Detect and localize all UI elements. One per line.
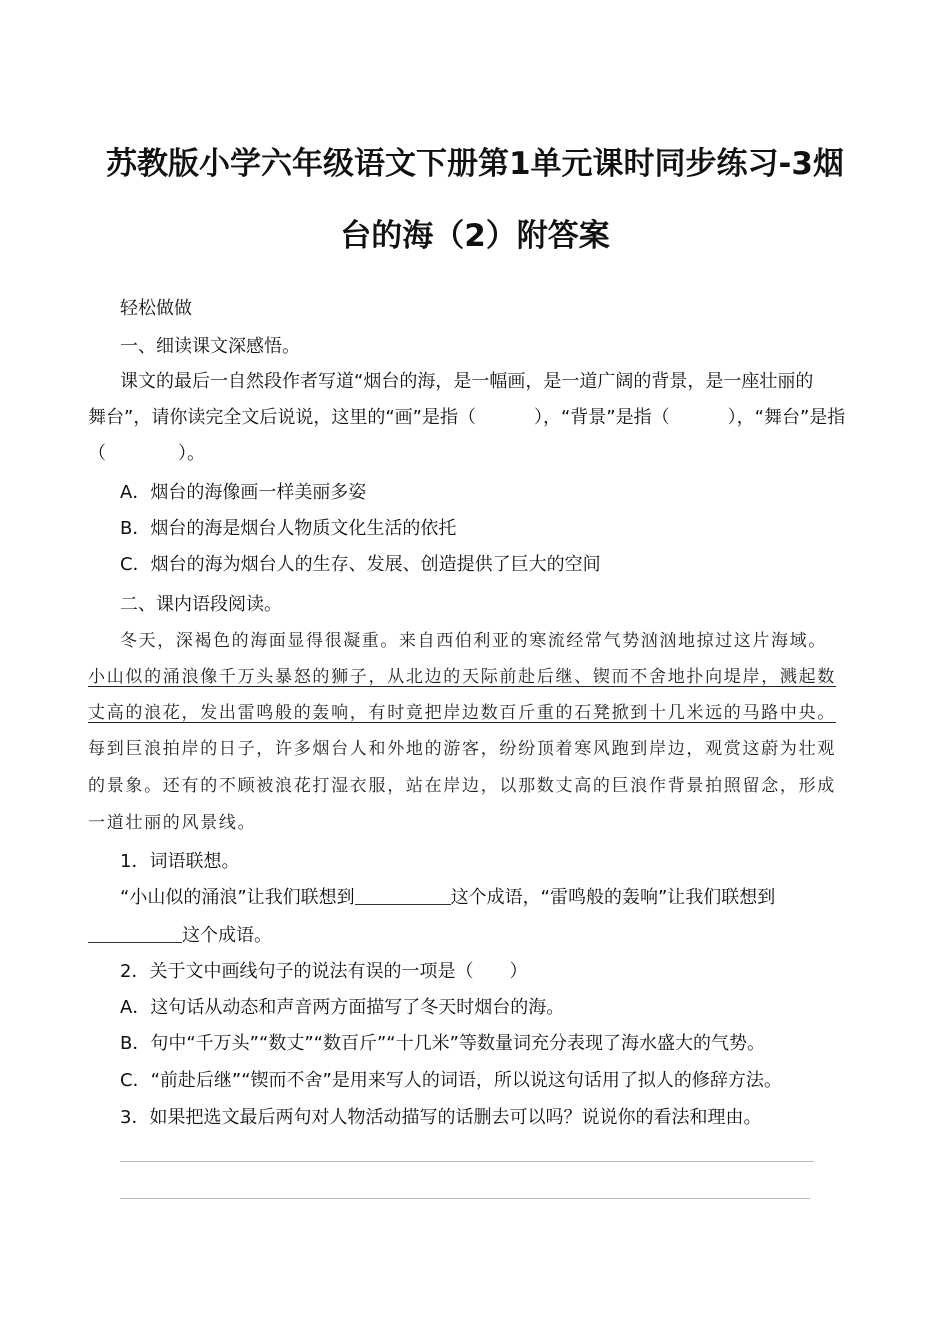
part1-option-b: B．烟台的海是烟台人物质文化生活的依托 bbox=[120, 518, 457, 539]
section-label: 轻松做做 bbox=[120, 298, 192, 319]
question-text: 这个成语。 bbox=[182, 925, 272, 946]
part2-heading: 二、课内语段阅读。 bbox=[120, 594, 282, 615]
question-text: ），“背景”是指（ bbox=[533, 407, 670, 428]
question-text: （ bbox=[88, 443, 106, 464]
q2-label: 2．关于文中画线句子的说法有误的一项是（ ） bbox=[120, 961, 528, 982]
q3-label: 3．如果把选文最后两句对人物活动描写的话删去可以吗？说说你的看法和理由。 bbox=[120, 1107, 762, 1128]
q2-option-a: A．这句话从动态和声音两方面描写了冬天时烟台的海。 bbox=[120, 997, 565, 1018]
q2-option-c: C．“前赴后继”“锲而不舍”是用来写人的词语，所以说这句话用了拟人的修辞方法。 bbox=[120, 1070, 782, 1091]
q2-option-b: B．句中“千万头”“数丈”“数百斤”“十几米”等数量词充分表现了海水盛大的气势。 bbox=[120, 1033, 765, 1054]
question-text: ），“舞台”是指 bbox=[727, 407, 846, 428]
question-text: 这个成语，“雷鸣般的轰响”让我们联想到 bbox=[450, 887, 776, 908]
q1-label: 1．词语联想。 bbox=[120, 851, 240, 872]
passage-line-2-underlined: 小山似的涌浪像千万头暴怒的狮子，从北边的天际前赴后继、锲而不舍地扑向堤岸，溅起数 bbox=[88, 667, 836, 687]
part1-question-line-1: 课文的最后一自然段作者写道“烟台的海，是一幅画，是一道广阔的背景，是一座壮丽的 bbox=[120, 371, 814, 392]
part1-question-line-2 bbox=[88, 406, 863, 430]
answer-line[interactable] bbox=[120, 1198, 810, 1199]
part1-heading: 一、细读课文深感悟。 bbox=[120, 336, 300, 357]
fill-in-blank[interactable] bbox=[88, 924, 182, 943]
part1-question-line-3 bbox=[88, 442, 863, 466]
q1-line-1 bbox=[120, 886, 863, 910]
passage-line-5: 的景象。还有的不顾被浪花打湿衣服，站在岸边，以那数丈高的巨浪作背景拍照留念，形成 bbox=[88, 776, 836, 796]
passage-line-3-underlined: 丈高的浪花，发出雷鸣般的轰响，有时竟把岸边数百斤重的石凳掀到十几米远的马路中央。 bbox=[88, 703, 836, 723]
part1-option-a: A．烟台的海像画一样美丽多姿 bbox=[120, 482, 367, 503]
passage-line-1: 冬天，深褐色的海面显得很凝重。来自西伯利亚的寒流经常气势汹汹地掠过这片海域。 bbox=[120, 631, 827, 651]
document-title-line-1: 苏教版小学六年级语文下册第1单元课时同步练习-3烟 bbox=[105, 146, 844, 182]
part1-option-c: C．烟台的海为烟台人的生存、发展、创造提供了巨大的空间 bbox=[120, 554, 601, 575]
question-text: 舞台”，请你读完全文后说说，这里的“画”是指（ bbox=[88, 407, 476, 428]
answer-line[interactable] bbox=[120, 1161, 814, 1162]
question-text: “小山似的涌浪”让我们联想到 bbox=[120, 887, 355, 908]
passage-line-6: 一道壮丽的风景线。 bbox=[88, 813, 257, 833]
document-title-line-2: 台的海（2）附答案 bbox=[340, 218, 610, 254]
question-text: ）。 bbox=[178, 443, 205, 464]
q1-line-2 bbox=[88, 924, 863, 948]
fill-in-blank[interactable] bbox=[355, 886, 451, 905]
passage-line-4: 每到巨浪拍岸的日子，许多烟台人和外地的游客，纷纷顶着寒风跑到岸边，观赏这蔚为壮观 bbox=[88, 739, 836, 759]
